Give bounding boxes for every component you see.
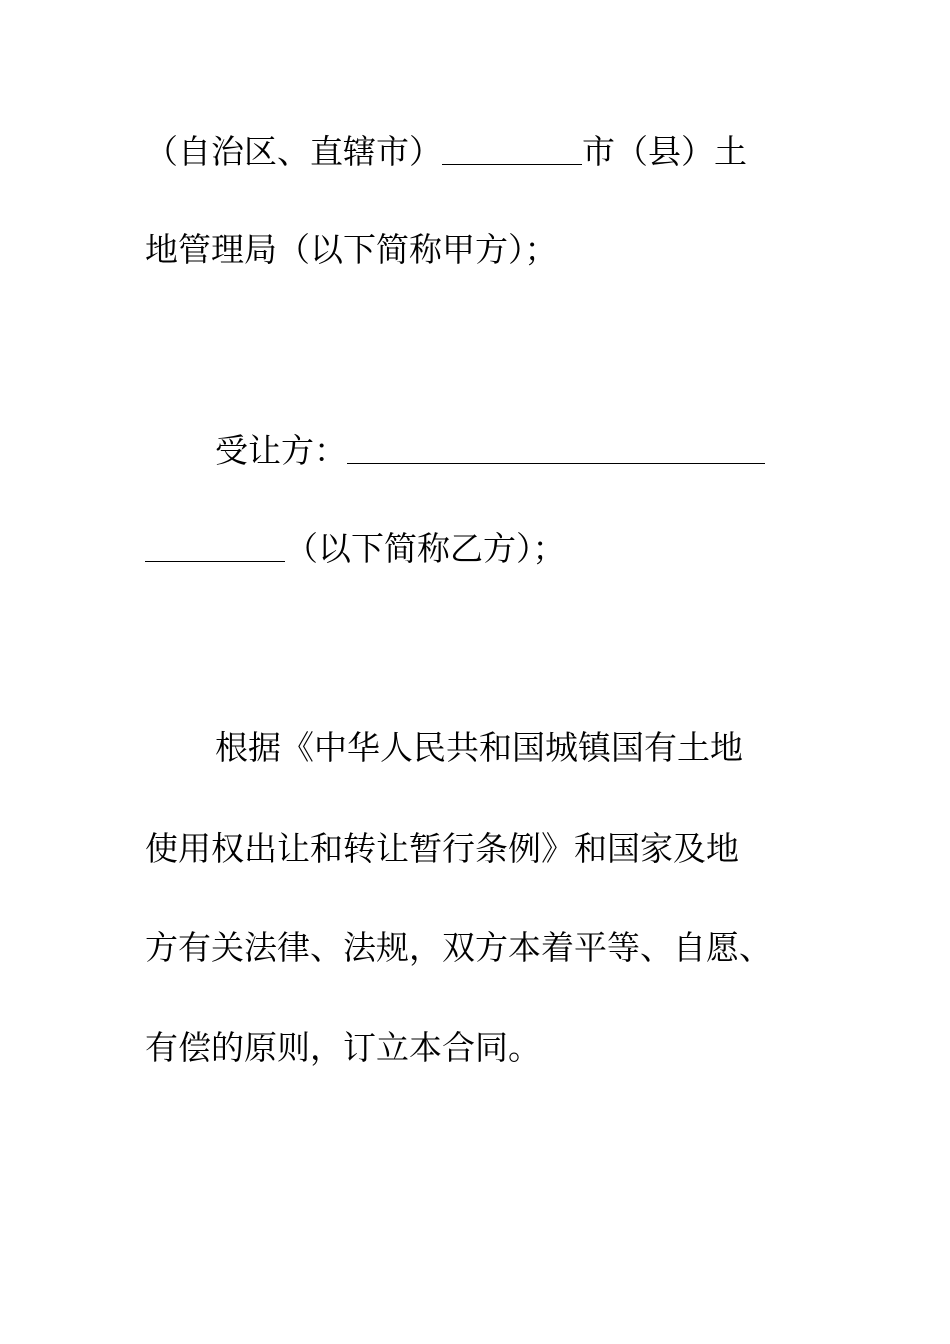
city-blank	[442, 132, 582, 165]
paragraph-line-1	[215, 722, 743, 774]
paragraph-line-2	[145, 823, 739, 875]
city-bureau-text: 市（县）土	[582, 132, 747, 171]
transferee-blank	[347, 431, 765, 464]
paragraph-text-3: 方有关法律、法规，双方本着平等、自愿、	[145, 928, 772, 967]
paragraph-line-3	[145, 922, 772, 974]
paragraph-text-1: 根据《中华人民共和国城镇国有土地	[215, 728, 743, 767]
paragraph-text-4: 有偿的原则，订立本合同。	[145, 1028, 541, 1067]
transferee-blank-continued	[145, 529, 285, 562]
party-b-text: （以下简称乙方）；	[285, 529, 566, 568]
text-line-transferee	[215, 425, 765, 477]
region-text: （自治区、直辖市）	[145, 132, 442, 171]
text-line-party-b	[145, 523, 566, 575]
text-line-party-a	[145, 224, 558, 276]
transferee-label: 受让方：	[215, 431, 347, 470]
party-a-text: 地管理局（以下简称甲方）；	[145, 230, 558, 269]
paragraph-text-2: 使用权出让和转让暂行条例》和国家及地	[145, 829, 739, 868]
paragraph-line-4	[145, 1022, 541, 1074]
text-line-region	[145, 126, 747, 178]
